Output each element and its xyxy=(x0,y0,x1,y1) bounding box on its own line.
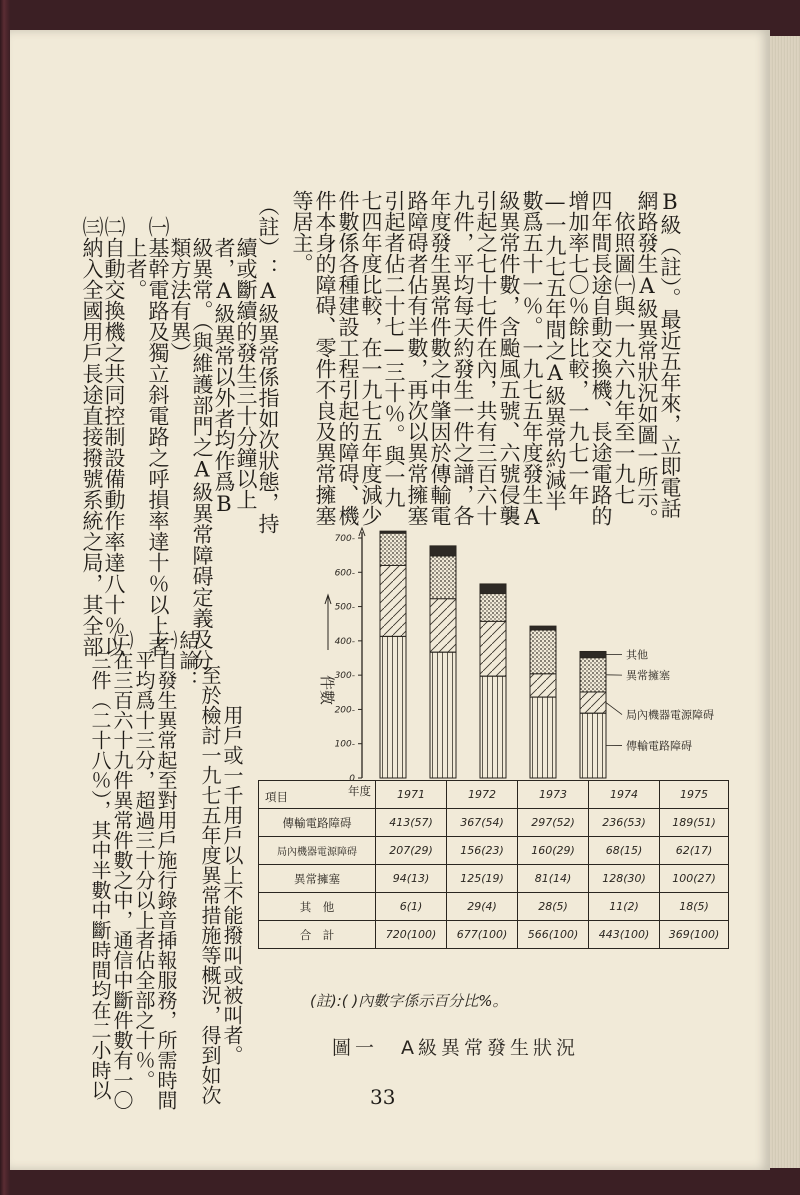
conclusion-col: 用戶或一千用戶以上不能撥叫或被叫者。 xyxy=(220,685,244,1065)
para-col: 網路發生A級異常狀況如圖一所示。 xyxy=(635,190,659,529)
table-header-year: 1974 xyxy=(589,781,660,809)
para-col: 件本身的障碍、零件不良及異常擁塞 xyxy=(313,190,337,526)
table-row xyxy=(259,921,729,949)
table-header-year: 1975 xyxy=(660,781,729,809)
para-col: 九件，平均每天約發生一件之譜，各 xyxy=(451,190,475,526)
figure-caption: 圖一 A級異常發生狀況 xyxy=(332,1037,579,1059)
table-cell: 128(30) xyxy=(589,865,660,893)
table-cell: 28(5) xyxy=(518,893,589,921)
bar-segment-1 xyxy=(580,692,606,713)
para-col: 等居主。 xyxy=(290,190,314,274)
conclusion-col: 至於檢討一九七五年度異常措施等概況，得到如次 xyxy=(198,665,222,1105)
bar-segment-0 xyxy=(530,697,556,778)
table-cell: 207(29) xyxy=(376,837,447,865)
table-cell: 6(1) xyxy=(376,893,447,921)
note-col: 者，A級異常以外者均作爲B xyxy=(212,195,236,516)
y-tick-label: 200- xyxy=(334,705,355,716)
para-col: 數爲五十一％。一九七五年度發生A xyxy=(520,190,544,529)
para-col: —一九七五年間之A級異常約減半 xyxy=(543,190,567,511)
page-number: 33 xyxy=(370,1085,396,1109)
bar-segment-2 xyxy=(380,533,406,565)
table-header-row xyxy=(259,781,729,809)
y-axis-label: 件數 xyxy=(318,675,336,706)
table-row xyxy=(259,837,729,865)
table-cell: 369(100) xyxy=(660,921,729,949)
table-header-year: 1971 xyxy=(376,781,447,809)
table-cell: 156(23) xyxy=(447,837,518,865)
y-tick-label: 400- xyxy=(334,636,355,647)
y-tick-label: 500- xyxy=(334,602,355,613)
y-tick-label: 700- xyxy=(334,534,355,544)
y-tick-label: 600- xyxy=(334,568,355,579)
para-col: 七四年度比較，在一九七五年度減少 xyxy=(359,190,383,526)
legend-leader xyxy=(606,703,622,715)
table-header-year: 1972 xyxy=(447,781,518,809)
table-cell: 68(15) xyxy=(589,837,660,865)
note-col: 上者。 xyxy=(124,195,148,300)
legend-label: 異常擁塞 xyxy=(626,669,670,683)
bar-segment-2 xyxy=(530,630,556,674)
note-col: 續或斷續的發生三十分鐘以上 xyxy=(234,195,258,510)
legend-label: 其他 xyxy=(626,648,648,662)
bar-segment-3 xyxy=(580,651,606,657)
bar-segment-1 xyxy=(530,674,556,697)
y-tick-label: 300- xyxy=(334,671,355,682)
bar-segment-0 xyxy=(580,713,606,778)
table-cell: 94(13) xyxy=(376,865,447,893)
y-tick-label: 100- xyxy=(334,739,355,750)
table-note: (註):( )內數字係示百分比%。 xyxy=(310,992,508,1010)
table-corner xyxy=(259,781,376,809)
bar-segment-2 xyxy=(580,658,606,692)
table-cell: 443(100) xyxy=(589,921,660,949)
bar-segment-1 xyxy=(430,599,456,652)
table-cell: 677(100) xyxy=(447,921,518,949)
para-col: 四年間長途自動交換機、長途電路的 xyxy=(589,190,613,526)
table-row xyxy=(259,893,729,921)
table-cell: 125(19) xyxy=(447,865,518,893)
bar-segment-3 xyxy=(480,584,506,594)
para-col: 依照圖㈠與一九六九年至一九七 xyxy=(612,190,636,505)
table-cell: 29(4) xyxy=(447,893,518,921)
para-col: 增加率七〇％餘比較，一九七一年 xyxy=(566,190,590,505)
stacked-bar-chart xyxy=(240,500,714,785)
para-col: B級（註）。最近五年來，立即電話 xyxy=(658,190,682,519)
corner-item-label: 項目 xyxy=(265,790,288,804)
para-col: 件數係各種建設工程引起的障碍、機 xyxy=(336,190,360,526)
para-col: 級異常件數，含颱風五號、六號侵襲 xyxy=(497,190,521,526)
bar-segment-2 xyxy=(480,594,506,622)
table-cell: 11(2) xyxy=(589,893,660,921)
conclusion-col: ㈡在三百六十九件異常件數之中，通信中斷件數有一〇 xyxy=(110,630,134,1110)
bar-segment-3 xyxy=(430,546,456,556)
note-col: ㈠基幹電路及獨立斜電路之呼損率達十％以上者 xyxy=(146,195,170,657)
table-cell: 236(53) xyxy=(589,809,660,837)
row-label: 局內機器電源障碍 xyxy=(259,837,376,865)
row-label: 合 計 xyxy=(259,921,376,949)
row-label: 異常擁塞 xyxy=(259,865,376,893)
legend-label: 傳輸電路障碍 xyxy=(626,739,692,753)
conclusion-col: 三件（二十八％），其中半數中斷時間均在二小時以 xyxy=(88,630,112,1100)
para-col: 引起者佔二十七—三十％。與一九 xyxy=(382,190,406,508)
para-col: 路障碍者佔有半數，再次以異常擁塞 xyxy=(405,190,429,526)
table-cell: 62(17) xyxy=(660,837,729,865)
table-cell: 367(54) xyxy=(447,809,518,837)
conclusion-col: 結論： xyxy=(176,630,200,690)
bar-segment-0 xyxy=(380,636,406,778)
bar-segment-0 xyxy=(430,652,456,778)
y-tick-label: 0 xyxy=(349,774,355,784)
note-col: ㈡自動交換機之共同控制設備動作率達八十％以 xyxy=(102,195,126,657)
table-header-year: 1973 xyxy=(518,781,589,809)
table-cell: 297(52) xyxy=(518,809,589,837)
table-cell: 160(29) xyxy=(518,837,589,865)
table-cell: 81(14) xyxy=(518,865,589,893)
table-cell: 18(5) xyxy=(660,893,729,921)
note-col: 類方法有異） xyxy=(168,195,192,363)
row-label: 其 他 xyxy=(259,893,376,921)
bar-segment-2 xyxy=(430,556,456,599)
legend-label: 局內機器電源障碍 xyxy=(626,708,714,722)
note-col: ㈢納入全國用戶長途直接撥號系統之局，其全部 xyxy=(80,195,104,657)
table-cell: 413(57) xyxy=(376,809,447,837)
data-table xyxy=(258,780,729,949)
bar-segment-3 xyxy=(530,626,556,630)
para-col: 引起之七十七件在內，共有三百六十 xyxy=(474,190,498,526)
corner-year-label: 年度 xyxy=(348,784,371,798)
note-col: （註）：A級異常係指如次狀態，持 xyxy=(256,195,280,534)
table-cell: 100(27) xyxy=(660,865,729,893)
note-col: 級異常。（與維護部門之A級異常障碍定義及分 xyxy=(190,195,214,671)
bar-segment-1 xyxy=(480,621,506,676)
conclusion-col: 平均爲十三分，超過三十分以上者佔全部之十％。 xyxy=(132,630,156,1090)
book-page xyxy=(10,30,770,1170)
table-cell: 189(51) xyxy=(660,809,729,837)
page-edge xyxy=(768,36,800,1168)
row-label: 傳輸電路障碍 xyxy=(259,809,376,837)
table-row xyxy=(259,865,729,893)
bar-segment-0 xyxy=(480,676,506,778)
conclusion-col: ㈠自發生異常起至對用戶施行錄音揷報服務，所需時間 xyxy=(154,630,178,1110)
para-col: 年度發生異常件數之中肇因於傳輸電 xyxy=(428,190,452,526)
table-row xyxy=(259,809,729,837)
bar-segment-1 xyxy=(380,565,406,636)
table-cell: 720(100) xyxy=(376,921,447,949)
table-cell: 566(100) xyxy=(518,921,589,949)
bar-segment-3 xyxy=(380,531,406,533)
